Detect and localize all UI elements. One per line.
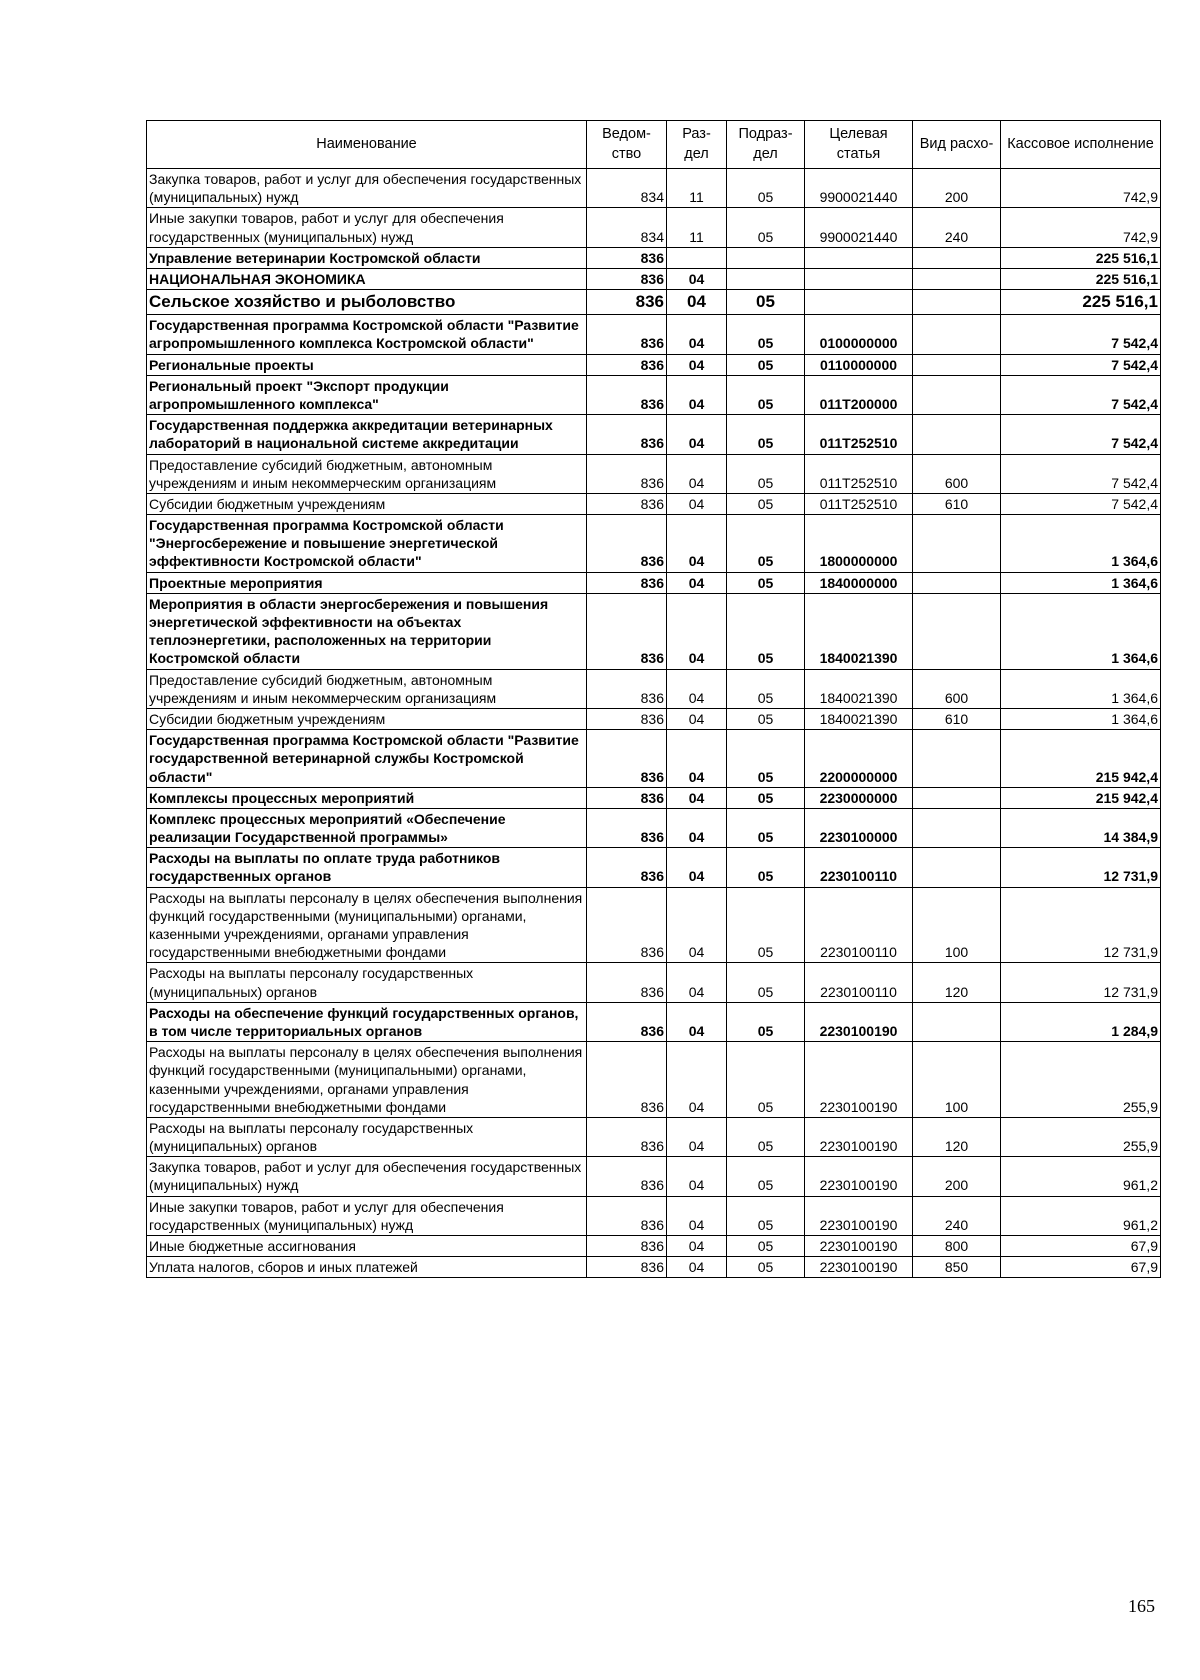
cell-name: Государственная программа Костромской области "Развитие государственной ветеринарной службы Костромской области" [147,730,587,788]
cell-name: Субсидии бюджетным учреждениям [147,493,587,514]
cell-target: 9900021440 [805,169,913,208]
cell-type [913,290,1001,315]
cell-subsection: 05 [727,1157,805,1196]
cell-subsection: 05 [727,515,805,573]
cell-name: Мероприятия в области энергосбережения и повышения энергетической эффективности на объектах теплоэнергетики, расположенных на территории Костромской области [147,593,587,669]
cell-section: 11 [667,169,727,208]
cell-target: 2230100190 [805,1117,913,1156]
cell-section: 04 [667,515,727,573]
cell-amount: 215 942,4 [1001,787,1161,808]
cell-target: 0110000000 [805,354,913,375]
cell-amount: 1 364,6 [1001,515,1161,573]
cell-type [913,315,1001,354]
cell-amount: 7 542,4 [1001,415,1161,454]
header-target: Целевая статья [805,121,913,169]
cell-name: Предоставление субсидий бюджетным, автономным учреждениям и иным некоммерческим организациям [147,454,587,493]
cell-subsection: 05 [727,315,805,354]
cell-type [913,1002,1001,1041]
cell-target: 9900021440 [805,208,913,247]
cell-dept: 836 [587,515,667,573]
cell-section: 04 [667,1117,727,1156]
cell-subsection: 05 [727,730,805,788]
expenditure-table [146,120,1161,1278]
cell-subsection [727,268,805,289]
cell-section: 04 [667,415,727,454]
cell-type: 600 [913,669,1001,708]
cell-dept: 836 [587,375,667,414]
table-row [147,963,1161,1002]
cell-amount: 742,9 [1001,169,1161,208]
cell-type: 120 [913,1117,1001,1156]
cell-amount: 7 542,4 [1001,315,1161,354]
cell-name: Иные бюджетные ассигнования [147,1236,587,1257]
cell-type: 120 [913,963,1001,1002]
cell-target: 2230100190 [805,1196,913,1235]
cell-name: Иные закупки товаров, работ и услуг для обеспечения государственных (муниципальных) нужд [147,208,587,247]
table-row [147,572,1161,593]
cell-dept: 836 [587,1196,667,1235]
cell-name: Расходы на выплаты персоналу государственных (муниципальных) органов [147,963,587,1002]
cell-amount: 12 731,9 [1001,848,1161,887]
cell-type: 600 [913,454,1001,493]
cell-section: 04 [667,808,727,847]
cell-amount: 1 364,6 [1001,669,1161,708]
cell-subsection: 05 [727,669,805,708]
cell-subsection: 05 [727,290,805,315]
cell-subsection: 05 [727,1042,805,1118]
table-row [147,887,1161,963]
cell-name: НАЦИОНАЛЬНАЯ ЭКОНОМИКА [147,268,587,289]
cell-amount: 14 384,9 [1001,808,1161,847]
table-row [147,730,1161,788]
cell-name: Государственная программа Костромской области "Энергосбережение и повышение энергетической эффективности Костромской области" [147,515,587,573]
cell-section: 04 [667,708,727,729]
cell-dept: 836 [587,669,667,708]
cell-target: 2230100000 [805,808,913,847]
table-row [147,415,1161,454]
cell-dept: 836 [587,415,667,454]
cell-amount: 7 542,4 [1001,493,1161,514]
cell-subsection: 05 [727,808,805,847]
cell-name: Расходы на выплаты персоналу в целях обеспечения выполнения функций государственными (муниципальными) органами, казенными учреждениями, органами управления государственными внебюджетными фондами [147,1042,587,1118]
cell-subsection: 05 [727,1257,805,1278]
table-header-row [147,121,1161,169]
cell-target: 011T252510 [805,454,913,493]
cell-target: 1840021390 [805,708,913,729]
cell-section: 04 [667,572,727,593]
cell-dept: 836 [587,572,667,593]
cell-type: 200 [913,1157,1001,1196]
cell-amount: 255,9 [1001,1042,1161,1118]
cell-subsection: 05 [727,593,805,669]
cell-section: 04 [667,493,727,514]
cell-type: 610 [913,708,1001,729]
table-body [147,169,1161,1278]
cell-dept: 836 [587,354,667,375]
cell-amount: 1 364,6 [1001,708,1161,729]
cell-target: 2230100110 [805,887,913,963]
page-number: 165 [1128,1596,1155,1616]
cell-section: 04 [667,787,727,808]
cell-dept: 836 [587,1117,667,1156]
cell-type [913,787,1001,808]
cell-amount: 255,9 [1001,1117,1161,1156]
cell-target: 011T252510 [805,493,913,514]
cell-type [913,354,1001,375]
header-amount: Кассовое исполнение [1001,121,1161,169]
cell-type [913,730,1001,788]
cell-section: 04 [667,1257,727,1278]
table-row [147,290,1161,315]
cell-name: Государственная поддержка аккредитации ветеринарных лабораторий в национальной системе аккредитации [147,415,587,454]
cell-dept: 836 [587,1002,667,1041]
cell-dept: 836 [587,730,667,788]
cell-section: 04 [667,963,727,1002]
table-row [147,593,1161,669]
cell-target [805,268,913,289]
cell-type [913,415,1001,454]
cell-type [913,572,1001,593]
cell-section: 04 [667,268,727,289]
cell-amount: 67,9 [1001,1236,1161,1257]
cell-section: 04 [667,1236,727,1257]
cell-subsection: 05 [727,708,805,729]
table-row [147,208,1161,247]
cell-name: Субсидии бюджетным учреждениям [147,708,587,729]
cell-amount: 1 364,6 [1001,572,1161,593]
cell-amount: 961,2 [1001,1157,1161,1196]
cell-subsection: 05 [727,354,805,375]
cell-dept: 836 [587,808,667,847]
cell-section: 04 [667,1002,727,1041]
cell-section: 11 [667,208,727,247]
cell-amount: 7 542,4 [1001,375,1161,414]
cell-amount: 225 516,1 [1001,247,1161,268]
cell-amount: 215 942,4 [1001,730,1161,788]
cell-name: Предоставление субсидий бюджетным, автономным учреждениям и иным некоммерческим организациям [147,669,587,708]
cell-section: 04 [667,1157,727,1196]
cell-name: Управление ветеринарии Костромской области [147,247,587,268]
table-row [147,1236,1161,1257]
cell-type [913,247,1001,268]
cell-amount: 7 542,4 [1001,454,1161,493]
cell-section: 04 [667,730,727,788]
table-row [147,493,1161,514]
cell-target: 2200000000 [805,730,913,788]
cell-name: Расходы на выплаты по оплате труда работников государственных органов [147,848,587,887]
cell-subsection: 05 [727,1117,805,1156]
cell-dept: 836 [587,268,667,289]
cell-target: 0100000000 [805,315,913,354]
cell-subsection: 05 [727,1196,805,1235]
table-row [147,808,1161,847]
header-dept: Ведом- ство [587,121,667,169]
cell-target: 1840021390 [805,593,913,669]
cell-section: 04 [667,315,727,354]
table-row [147,1157,1161,1196]
cell-type: 240 [913,208,1001,247]
cell-type: 200 [913,169,1001,208]
cell-target: 2230100190 [805,1042,913,1118]
cell-subsection [727,247,805,268]
cell-amount: 225 516,1 [1001,268,1161,289]
cell-target: 2230100190 [805,1236,913,1257]
cell-name: Расходы на выплаты персоналу государственных (муниципальных) органов [147,1117,587,1156]
header-type: Вид расхо- [913,121,1001,169]
cell-dept: 836 [587,963,667,1002]
cell-dept: 836 [587,887,667,963]
cell-section: 04 [667,669,727,708]
cell-type [913,515,1001,573]
cell-dept: 836 [587,787,667,808]
cell-name: Закупка товаров, работ и услуг для обеспечения государственных (муниципальных) нужд [147,169,587,208]
table-row [147,1196,1161,1235]
cell-dept: 836 [587,290,667,315]
cell-dept: 836 [587,1257,667,1278]
cell-type: 850 [913,1257,1001,1278]
cell-section: 04 [667,1196,727,1235]
cell-type: 240 [913,1196,1001,1235]
cell-section: 04 [667,1042,727,1118]
cell-subsection: 05 [727,887,805,963]
cell-amount: 1 364,6 [1001,593,1161,669]
table-row [147,1117,1161,1156]
cell-target [805,290,913,315]
cell-target: 1840000000 [805,572,913,593]
cell-subsection: 05 [727,169,805,208]
cell-dept: 836 [587,315,667,354]
cell-dept: 836 [587,1157,667,1196]
cell-name: Государственная программа Костромской области "Развитие агропромышленного комплекса Костромской области" [147,315,587,354]
cell-target: 2230100110 [805,963,913,1002]
table-row [147,354,1161,375]
cell-subsection: 05 [727,848,805,887]
cell-subsection: 05 [727,572,805,593]
cell-subsection: 05 [727,787,805,808]
cell-target: 2230100190 [805,1257,913,1278]
cell-type [913,593,1001,669]
table-row [147,1002,1161,1041]
cell-name: Расходы на обеспечение функций государственных органов, в том числе территориальных органов [147,1002,587,1041]
table-row [147,515,1161,573]
cell-section [667,247,727,268]
cell-target: 011T252510 [805,415,913,454]
cell-dept: 836 [587,593,667,669]
cell-section: 04 [667,290,727,315]
cell-subsection: 05 [727,963,805,1002]
cell-subsection: 05 [727,493,805,514]
cell-dept: 836 [587,493,667,514]
cell-name: Региональный проект "Экспорт продукции агропромышленного комплекса" [147,375,587,414]
table-row [147,1042,1161,1118]
cell-dept: 836 [587,247,667,268]
cell-amount: 12 731,9 [1001,963,1161,1002]
cell-target: 2230100110 [805,848,913,887]
cell-type: 800 [913,1236,1001,1257]
header-name: Наименование [147,121,587,169]
table-row [147,787,1161,808]
cell-name: Уплата налогов, сборов и иных платежей [147,1257,587,1278]
cell-amount: 225 516,1 [1001,290,1161,315]
cell-name: Региональные проекты [147,354,587,375]
cell-target: 011T200000 [805,375,913,414]
cell-type [913,375,1001,414]
cell-dept: 834 [587,169,667,208]
header-section: Раз- дел [667,121,727,169]
cell-name: Иные закупки товаров, работ и услуг для обеспечения государственных (муниципальных) нужд [147,1196,587,1235]
cell-section: 04 [667,454,727,493]
cell-amount: 12 731,9 [1001,887,1161,963]
cell-target: 2230100190 [805,1002,913,1041]
table-row [147,315,1161,354]
table-row [147,169,1161,208]
cell-name: Проектные мероприятия [147,572,587,593]
table-row [147,848,1161,887]
cell-target [805,247,913,268]
cell-dept: 836 [587,1236,667,1257]
cell-section: 04 [667,887,727,963]
cell-dept: 834 [587,208,667,247]
cell-subsection: 05 [727,375,805,414]
header-subsection: Подраз- дел [727,121,805,169]
cell-name: Сельское хозяйство и рыболовство [147,290,587,315]
cell-amount: 67,9 [1001,1257,1161,1278]
cell-amount: 742,9 [1001,208,1161,247]
table-row [147,375,1161,414]
cell-section: 04 [667,354,727,375]
cell-target: 1840021390 [805,669,913,708]
table-row [147,268,1161,289]
cell-amount: 961,2 [1001,1196,1161,1235]
cell-name: Комплексы процессных мероприятий [147,787,587,808]
cell-section: 04 [667,593,727,669]
cell-section: 04 [667,375,727,414]
cell-dept: 836 [587,848,667,887]
cell-section: 04 [667,848,727,887]
cell-amount: 7 542,4 [1001,354,1161,375]
table-row [147,247,1161,268]
cell-dept: 836 [587,708,667,729]
table-row [147,1257,1161,1278]
cell-type: 610 [913,493,1001,514]
cell-name: Закупка товаров, работ и услуг для обеспечения государственных (муниципальных) нужд [147,1157,587,1196]
cell-type: 100 [913,1042,1001,1118]
cell-subsection: 05 [727,454,805,493]
cell-target: 2230100190 [805,1157,913,1196]
cell-dept: 836 [587,454,667,493]
cell-target: 1800000000 [805,515,913,573]
cell-type [913,268,1001,289]
cell-dept: 836 [587,1042,667,1118]
cell-target: 2230000000 [805,787,913,808]
table-row [147,708,1161,729]
cell-name: Комплекс процессных мероприятий «Обеспечение реализации Государственной программы» [147,808,587,847]
cell-subsection: 05 [727,1002,805,1041]
cell-name: Расходы на выплаты персоналу в целях обеспечения выполнения функций государственными (муниципальными) органами, казенными учреждениями, органами управления государственными внебюджетными фондами [147,887,587,963]
table-row [147,454,1161,493]
cell-amount: 1 284,9 [1001,1002,1161,1041]
cell-subsection: 05 [727,1236,805,1257]
cell-type: 100 [913,887,1001,963]
cell-subsection: 05 [727,415,805,454]
cell-subsection: 05 [727,208,805,247]
cell-type [913,848,1001,887]
table-row [147,669,1161,708]
cell-type [913,808,1001,847]
